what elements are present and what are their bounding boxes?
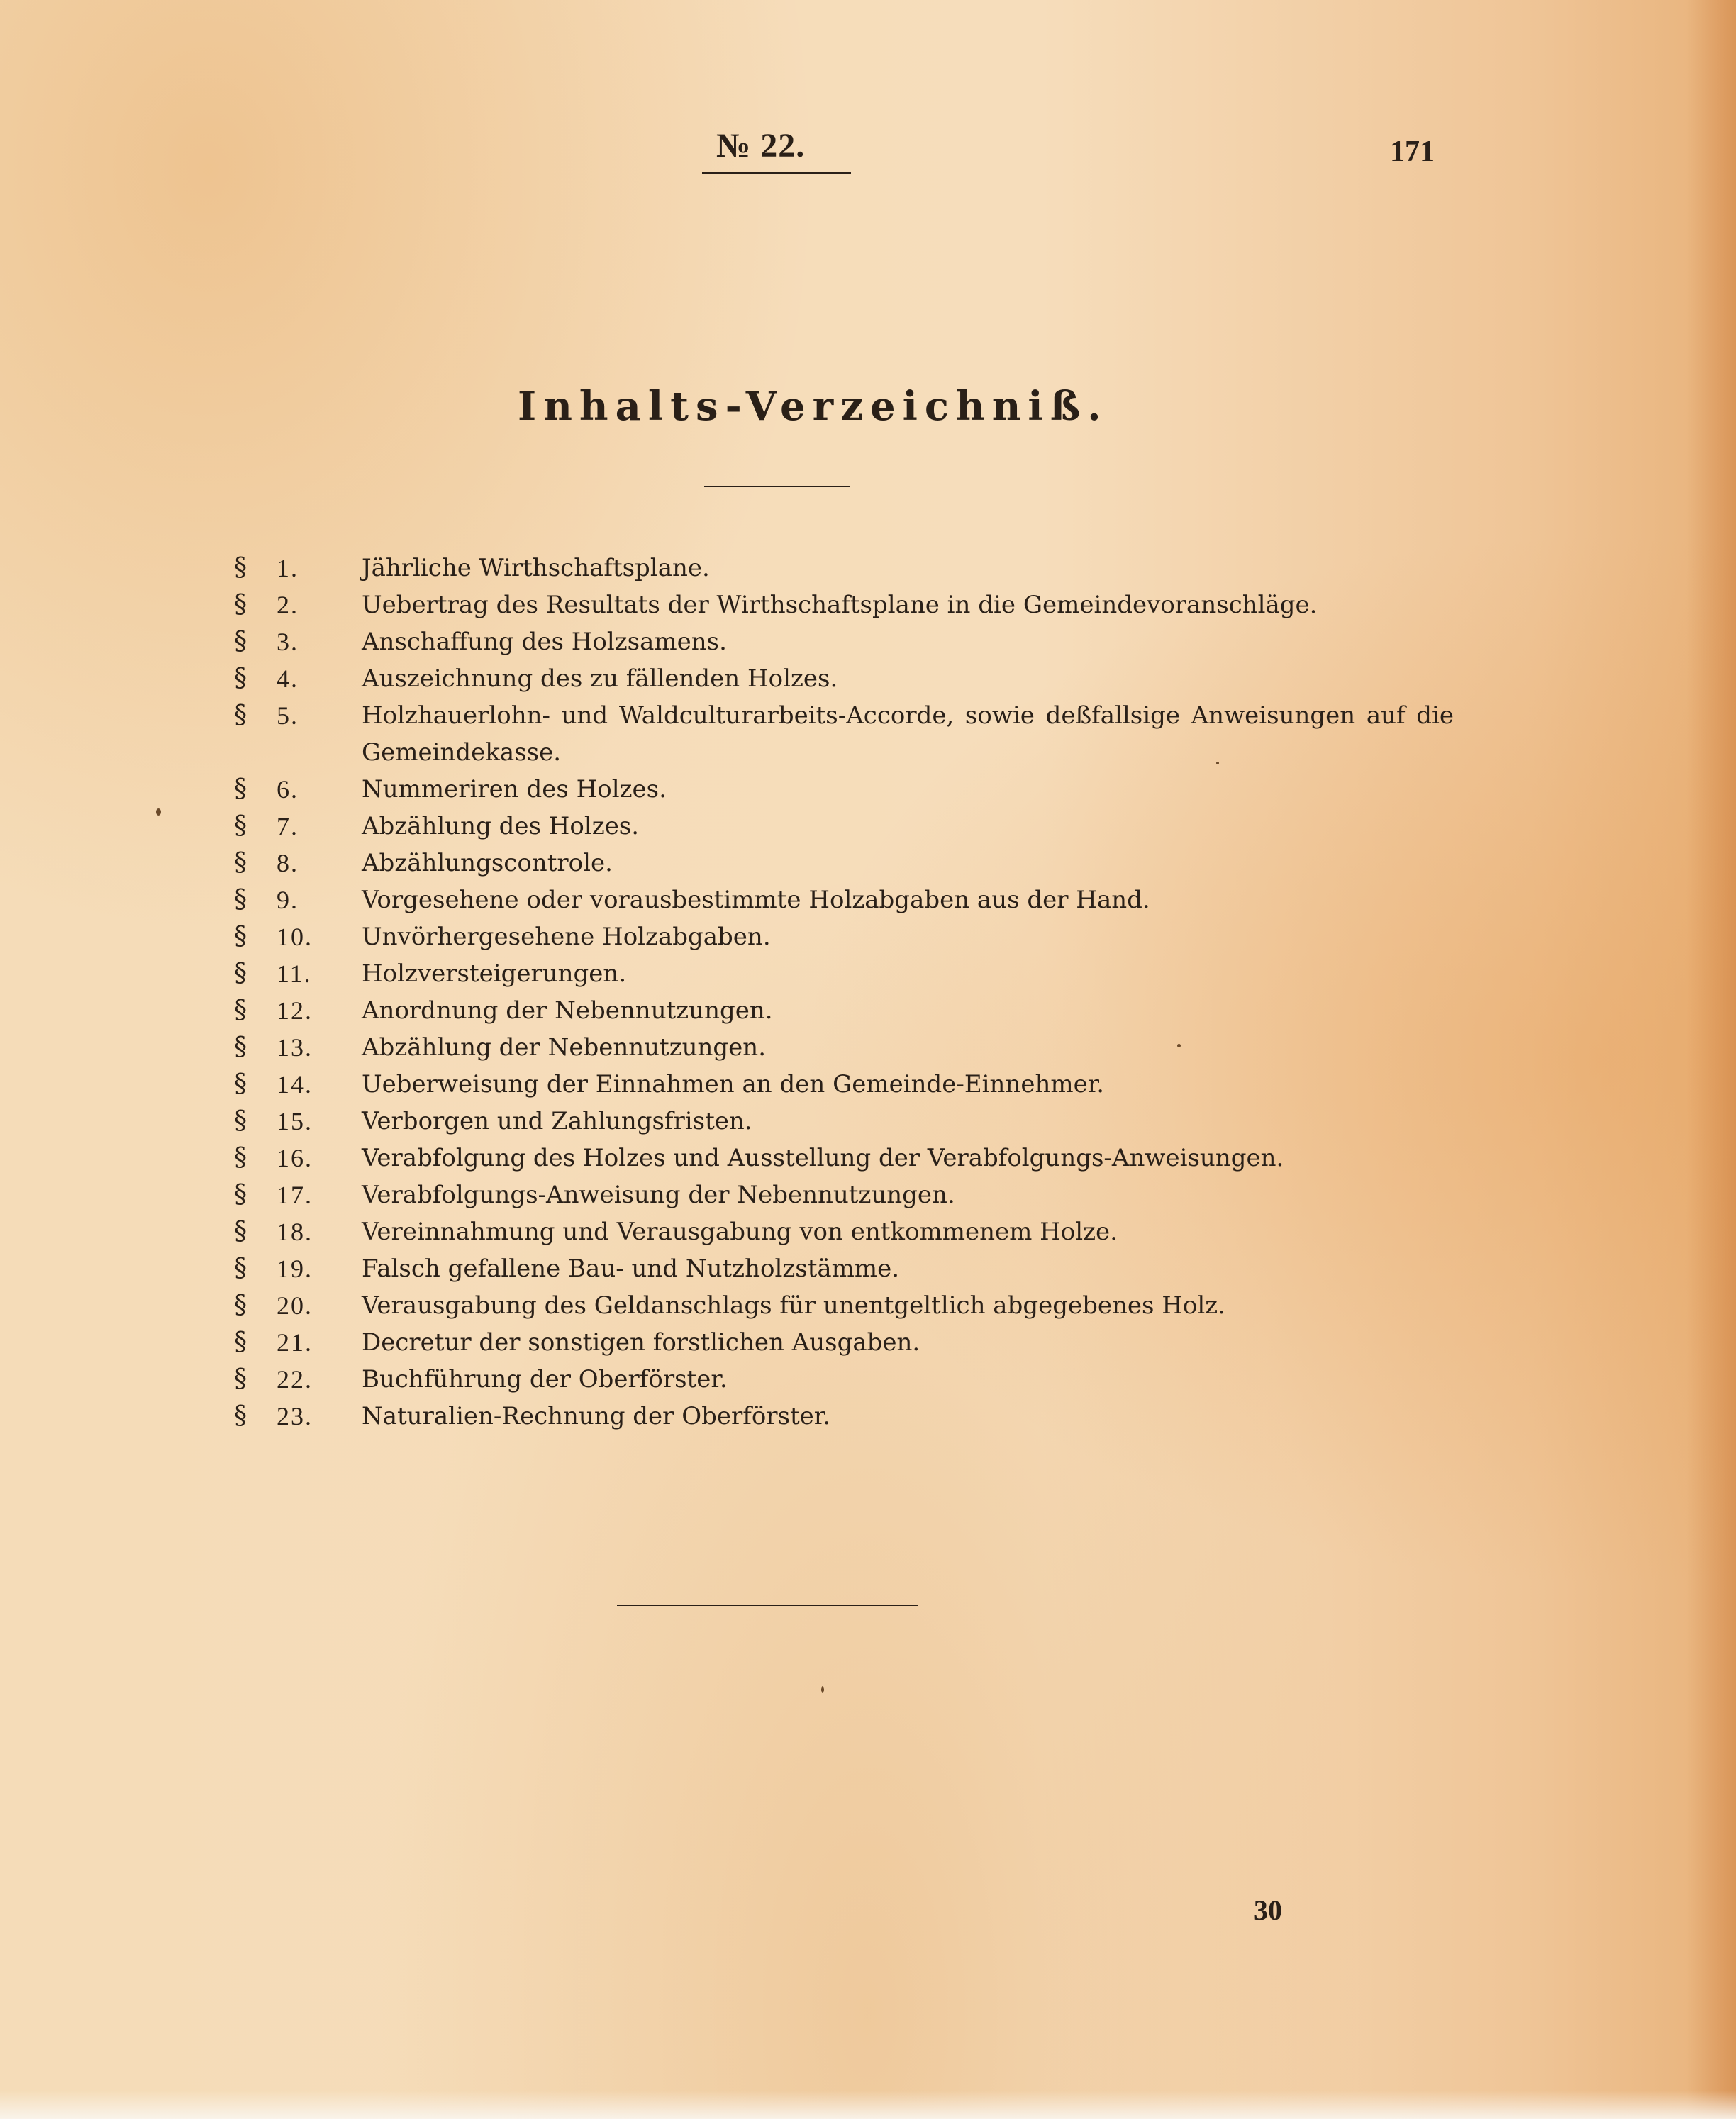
title-divider <box>704 486 850 487</box>
toc-entry <box>234 1287 1454 1324</box>
section-number: 2. <box>277 591 299 619</box>
section-sign: § <box>234 1106 247 1135</box>
section-title: Abzählung der Nebennutzungen. <box>362 1033 766 1062</box>
section-title: Holzversteigerungen. <box>362 960 627 988</box>
table-of-contents <box>234 550 1454 1435</box>
toc-entry <box>234 1029 1454 1066</box>
section-sign: § <box>234 959 247 988</box>
section-sign: § <box>234 1401 247 1430</box>
toc-entry <box>234 697 1454 771</box>
section-number: 5. <box>277 701 299 730</box>
section-title: Uebertrag des Resultats der Wirthschaftsplane in die Gemeindevoranschläge. <box>362 591 1318 619</box>
page-edge-shadow <box>1686 0 1736 2119</box>
section-sign: § <box>234 1069 247 1099</box>
toc-entry <box>234 1361 1454 1398</box>
section-number: 1. <box>277 554 299 582</box>
toc-entry <box>234 623 1454 660</box>
page-bottom-edge <box>0 2091 1736 2119</box>
section-title: Verausgabung des Geldanschlags für unentgeltlich abgegebenes Holz. <box>362 1291 1225 1320</box>
toc-entry <box>234 1103 1454 1140</box>
section-number: 10. <box>277 923 313 951</box>
section-title: Nummeriren des Holzes. <box>362 775 667 803</box>
section-title: Vorgesehene oder vorausbestimmte Holzabgaben aus der Hand. <box>362 886 1150 914</box>
section-sign: § <box>234 1217 247 1246</box>
toc-entry <box>234 845 1454 881</box>
section-sign: § <box>234 885 247 914</box>
page-number: 171 <box>1390 135 1435 168</box>
toc-entry <box>234 771 1454 808</box>
signature-mark: 30 <box>1254 1894 1282 1926</box>
section-sign: § <box>234 774 247 803</box>
section-number: 23. <box>277 1402 313 1430</box>
section-number: 20. <box>277 1291 313 1320</box>
section-sign: § <box>234 1143 247 1172</box>
paper-speck <box>821 1686 824 1693</box>
section-sign: § <box>234 848 247 877</box>
section-sign: § <box>234 811 247 840</box>
section-sign: § <box>234 1254 247 1283</box>
section-number: 18. <box>277 1218 313 1246</box>
section-sign: § <box>234 664 247 693</box>
section-title: Falsch gefallene Bau- und Nutzholzstämme. <box>362 1255 900 1283</box>
section-number: 22. <box>277 1365 313 1394</box>
section-title: Naturalien-Rechnung der Oberförster. <box>362 1402 831 1430</box>
page-title: Inhalts-Verzeichniß. <box>518 383 1108 430</box>
section-number: 11. <box>277 960 312 988</box>
section-number: 9. <box>277 886 299 914</box>
paper-speck <box>1216 762 1219 764</box>
section-number: 16. <box>277 1144 313 1172</box>
toc-entry <box>234 1398 1454 1435</box>
section-title: Abzählungscontrole. <box>362 849 613 877</box>
closing-divider <box>617 1605 918 1606</box>
section-title: Decretur der sonstigen forstlichen Ausgaben. <box>362 1328 920 1357</box>
section-sign: § <box>234 1180 247 1209</box>
toc-entry <box>234 1140 1454 1177</box>
section-title: Verabfolgungs-Anweisung der Nebennutzungen. <box>362 1181 955 1209</box>
toc-entry <box>234 1066 1454 1103</box>
section-title: Unvörhergesehene Holzabgaben. <box>362 923 771 951</box>
section-title: Vereinnahmung und Verausgabung von entkommenem Holze. <box>362 1218 1118 1246</box>
section-number: 21. <box>277 1328 313 1357</box>
toc-entry <box>234 918 1454 955</box>
section-number: 12. <box>277 996 313 1025</box>
toc-entry <box>234 808 1454 845</box>
section-sign: § <box>234 1033 247 1062</box>
section-number: 15. <box>277 1107 313 1135</box>
section-sign: § <box>234 553 247 582</box>
toc-entry <box>234 1177 1454 1213</box>
section-number: 8. <box>277 849 299 877</box>
toc-entry <box>234 955 1454 992</box>
section-title: Holzhauerlohn- und Waldculturarbeits-Accorde, sowie deßfallsige Anweisungen auf die Gemeindekasse. <box>362 701 1454 767</box>
toc-entry <box>234 550 1454 586</box>
toc-entry <box>234 660 1454 697</box>
section-title: Buchführung der Oberförster. <box>362 1365 728 1394</box>
section-title: Jährliche Wirthschaftsplane. <box>362 554 710 582</box>
toc-entry <box>234 1213 1454 1250</box>
section-sign: § <box>234 1364 247 1394</box>
section-number: 19. <box>277 1255 313 1283</box>
section-title: Anordnung der Nebennutzungen. <box>362 996 773 1025</box>
section-number: 13. <box>277 1033 313 1062</box>
issue-number: № 22. <box>716 127 806 165</box>
section-number: 3. <box>277 628 299 656</box>
section-number: 7. <box>277 812 299 840</box>
toc-entry <box>234 992 1454 1029</box>
section-number: 14. <box>277 1070 313 1099</box>
section-title: Abzählung des Holzes. <box>362 812 640 840</box>
paper-speck <box>156 808 161 816</box>
section-sign: § <box>234 701 247 730</box>
section-sign: § <box>234 590 247 619</box>
section-sign: § <box>234 1328 247 1357</box>
toc-entry <box>234 1250 1454 1287</box>
section-title: Anschaffung des Holzsamens. <box>362 628 727 656</box>
section-number: 17. <box>277 1181 313 1209</box>
section-sign: § <box>234 1291 247 1320</box>
toc-entry <box>234 1324 1454 1361</box>
section-title: Verabfolgung des Holzes und Ausstellung der Verabfolgungs-Anweisungen. <box>362 1144 1284 1172</box>
section-title: Ueberweisung der Einnahmen an den Gemeinde-Einnehmer. <box>362 1070 1105 1099</box>
section-sign: § <box>234 996 247 1025</box>
paper-speck <box>1177 1044 1181 1047</box>
issue-underline <box>702 172 851 174</box>
toc-entry <box>234 586 1454 623</box>
section-number: 6. <box>277 775 299 803</box>
section-title: Auszeichnung des zu fällenden Holzes. <box>362 664 838 693</box>
toc-entry <box>234 881 1454 918</box>
section-number: 4. <box>277 664 299 693</box>
section-sign: § <box>234 922 247 951</box>
section-title: Verborgen und Zahlungsfristen. <box>362 1107 752 1135</box>
section-sign: § <box>234 627 247 656</box>
